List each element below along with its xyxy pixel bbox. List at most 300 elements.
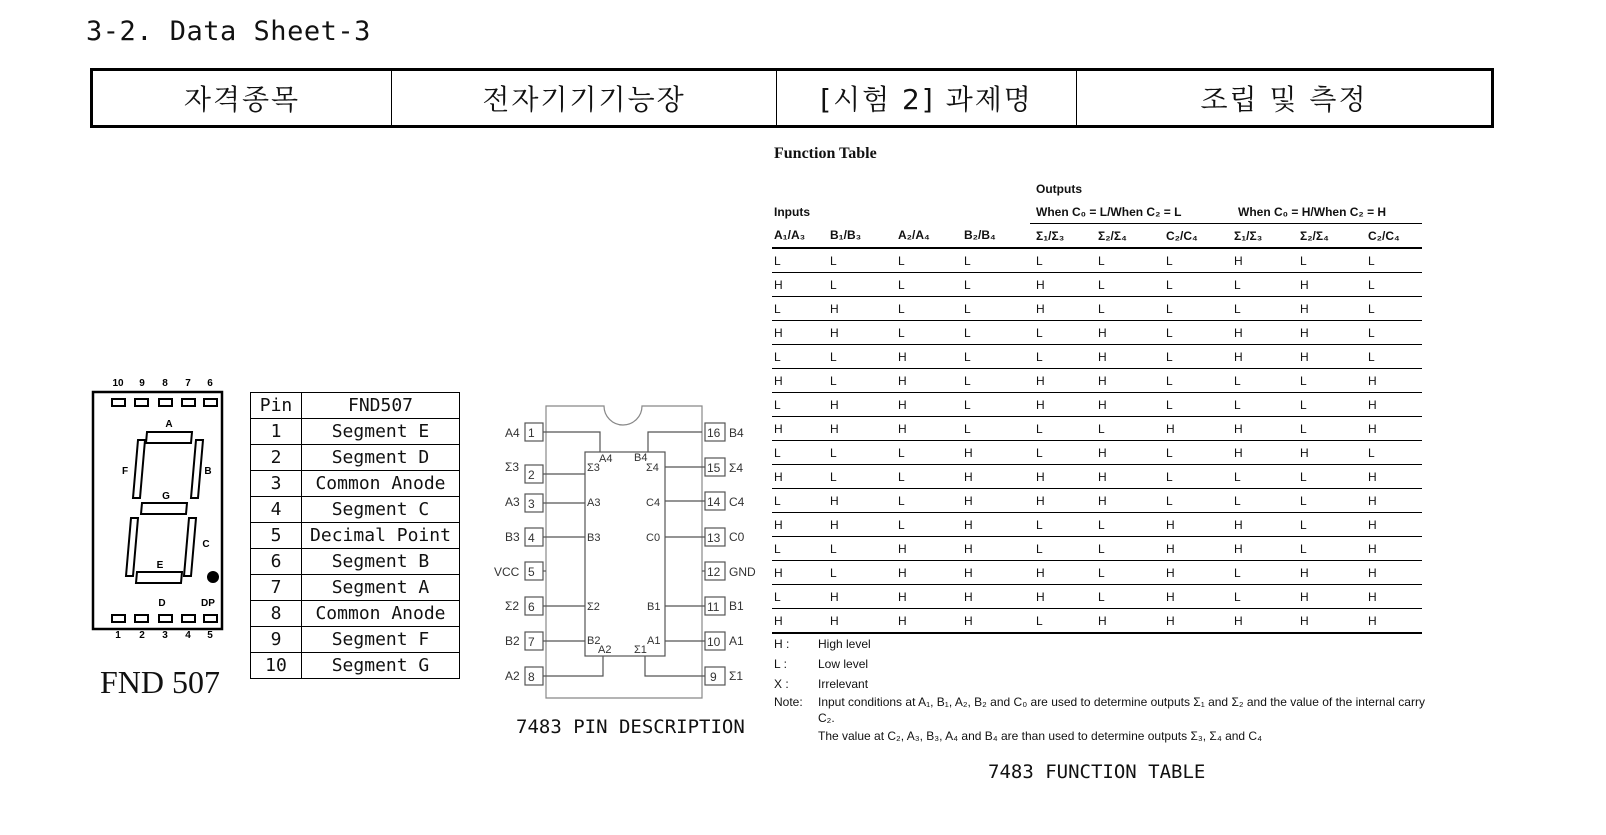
table-row <box>251 549 460 575</box>
table-cell: H <box>962 585 1030 609</box>
table-cell: L <box>1164 297 1232 321</box>
pin-number: 7 <box>251 575 302 601</box>
ic-pin-number: 11 <box>707 600 720 614</box>
ic-inner-label: B2 <box>587 635 601 647</box>
fnd-segment-a <box>146 432 192 443</box>
exam-header-table <box>90 68 1494 128</box>
table-cell: H <box>1298 585 1366 609</box>
table-row <box>772 417 1422 441</box>
table-cell: L <box>772 248 828 273</box>
table-row <box>251 419 460 445</box>
table-cell: H <box>1096 369 1164 393</box>
table-cell: H <box>828 393 896 417</box>
table-cell: L <box>962 369 1030 393</box>
ic-inner-label: B1 <box>647 601 661 613</box>
table-cell: H <box>1232 321 1298 345</box>
table-cell: L <box>1366 345 1422 369</box>
outputs-label: Outputs <box>1036 182 1082 196</box>
table-cell: L <box>1096 537 1164 561</box>
legend-value: Low level <box>818 657 869 671</box>
fnd-segment-g <box>141 503 187 514</box>
function-table-caption: 7483 FUNCTION TABLE <box>988 761 1206 783</box>
legend-item <box>774 674 871 694</box>
table-cell: H <box>896 537 962 561</box>
table-row <box>251 653 460 679</box>
fnd-top-pad <box>112 399 125 406</box>
header-label-category: 자격종목 <box>92 70 392 127</box>
table-cell: L <box>1096 417 1164 441</box>
table-cell: H <box>1298 561 1366 585</box>
legend-key: H : <box>774 637 790 651</box>
ic-package-outline <box>546 406 702 698</box>
table-cell: L <box>1232 465 1298 489</box>
column-header: C₂/C₄ <box>1164 224 1232 249</box>
pin-function: Common Anode <box>302 471 460 497</box>
table-cell: L <box>1030 248 1096 273</box>
table-cell: H <box>896 609 962 634</box>
ic-pin-name: Σ2 <box>505 599 520 613</box>
table-cell: L <box>828 248 896 273</box>
table-row <box>251 393 460 419</box>
table-cell: H <box>828 417 896 441</box>
ic-pin-name: B2 <box>505 634 520 648</box>
table-cell: L <box>1030 441 1096 465</box>
table-cell: L <box>1232 297 1298 321</box>
ic-inner-label: Σ4 <box>646 462 659 474</box>
ic-pin-number: 2 <box>528 468 535 482</box>
ic-pin-number: 5 <box>528 565 535 579</box>
table-cell: H <box>772 417 828 441</box>
table-cell: H <box>1164 609 1232 634</box>
table-row <box>251 471 460 497</box>
table-row <box>772 297 1422 321</box>
ic-pin-number: 13 <box>707 531 721 545</box>
ic-pin-number: 6 <box>528 600 535 614</box>
fnd-top-pad <box>182 399 195 406</box>
function-table-legend <box>774 634 871 694</box>
table-cell: L <box>1030 417 1096 441</box>
column-header: Σ₁/Σ₃ <box>1030 224 1096 249</box>
column-header: A₂/A₄ <box>896 224 962 249</box>
ic-pin-number: 4 <box>528 531 535 545</box>
ic7483-pin-diagram <box>490 400 768 705</box>
fnd-top-pin-label: 6 <box>207 378 213 389</box>
fnd-segment-d <box>136 572 182 583</box>
table-cell: H <box>1096 609 1164 634</box>
table-row <box>251 523 460 549</box>
table-cell: L <box>1298 417 1366 441</box>
table-cell: H <box>1096 393 1164 417</box>
pin-number: 4 <box>251 497 302 523</box>
table-cell: L <box>772 489 828 513</box>
fnd-segment-f <box>133 440 145 498</box>
table-cell: H <box>962 465 1030 489</box>
column-header: Σ₂/Σ₄ <box>1298 224 1366 249</box>
table-cell: H <box>896 393 962 417</box>
ic-pin-name: GND <box>729 565 756 579</box>
table-cell: H <box>1232 345 1298 369</box>
table-cell: L <box>896 465 962 489</box>
table-cell: L <box>828 369 896 393</box>
ic-inner-block <box>585 452 665 656</box>
ic-pin-number: 16 <box>707 426 721 440</box>
pin-number: 3 <box>251 471 302 497</box>
table-row <box>251 497 460 523</box>
table-cell: L <box>962 297 1030 321</box>
table-cell: H <box>828 585 896 609</box>
fnd-bottom-pad <box>112 615 125 622</box>
table-cell: L <box>1366 248 1422 273</box>
table-row <box>251 575 460 601</box>
column-header: A₁/A₃ <box>772 224 828 249</box>
header-value-task: 조립 및 측정 <box>1077 70 1493 127</box>
table-cell: L <box>1164 321 1232 345</box>
table-cell: H <box>1298 345 1366 369</box>
table-cell: H <box>1096 465 1164 489</box>
table-row <box>772 609 1422 634</box>
document-title: 3-2. Data Sheet-3 <box>86 16 371 47</box>
table-cell: L <box>1164 248 1232 273</box>
table-cell: H <box>1164 585 1232 609</box>
table-cell: H <box>1164 417 1232 441</box>
table-cell: L <box>962 321 1030 345</box>
table-cell: L <box>962 393 1030 417</box>
table-cell: H <box>1366 417 1422 441</box>
fnd-segment-e <box>126 518 138 576</box>
fnd-top-pad <box>204 399 217 406</box>
pin-number: 1 <box>251 419 302 445</box>
table-cell: L <box>828 441 896 465</box>
column-header: Σ₂/Σ₄ <box>1096 224 1164 249</box>
table-cell: L <box>1232 489 1298 513</box>
fnd-pin-table <box>250 392 460 679</box>
ic7483-pin-caption: 7483 PIN DESCRIPTION <box>516 716 745 738</box>
inputs-label: Inputs <box>774 204 810 219</box>
table-row <box>772 441 1422 465</box>
table-cell: H <box>828 321 896 345</box>
table-cell: L <box>1366 273 1422 297</box>
table-cell: H <box>828 609 896 634</box>
table-cell: H <box>1366 369 1422 393</box>
table-cell: L <box>1232 585 1298 609</box>
table-cell: H <box>1096 489 1164 513</box>
table-cell: L <box>772 393 828 417</box>
table-cell: L <box>962 248 1030 273</box>
ic-pin-name: A3 <box>505 495 520 509</box>
column-header: C₂/C₄ <box>1366 224 1422 249</box>
table-cell: L <box>772 585 828 609</box>
table-cell: H <box>1366 537 1422 561</box>
function-table <box>772 178 1422 634</box>
table-cell: L <box>1232 393 1298 417</box>
table-cell: H <box>1232 513 1298 537</box>
pin-number: 10 <box>251 653 302 679</box>
pin-function: Segment G <box>302 653 460 679</box>
pin-number: 9 <box>251 627 302 653</box>
fnd-decimal-point <box>207 571 219 583</box>
table-cell: L <box>962 345 1030 369</box>
fnd-bottom-pad <box>135 615 148 622</box>
table-cell: H <box>962 561 1030 585</box>
pin-number: 6 <box>251 549 302 575</box>
table-cell: L <box>1030 345 1096 369</box>
table-cell: L <box>1298 489 1366 513</box>
ic-inner-label: C0 <box>646 532 661 544</box>
note-line-2: The value at C₂, A₃, B₃, A₄ and B₄ are than used to determine outputs Σ₃, Σ₄ and C₄ <box>818 729 1262 743</box>
table-cell: L <box>1030 537 1096 561</box>
table-cell: L <box>1298 248 1366 273</box>
table-cell: L <box>772 441 828 465</box>
table-cell: H <box>772 609 828 634</box>
table-cell: L <box>1232 369 1298 393</box>
table-cell: H <box>962 441 1030 465</box>
table-cell: H <box>772 321 828 345</box>
table-cell: H <box>962 537 1030 561</box>
table-cell: H <box>1164 513 1232 537</box>
fnd-bottom-pin-label: 1 <box>115 630 121 641</box>
table-cell: H <box>962 513 1030 537</box>
table-row <box>772 513 1422 537</box>
fnd-top-pad <box>135 399 148 406</box>
table-cell: L <box>828 561 896 585</box>
pin-function: Segment C <box>302 497 460 523</box>
fnd-bottom-pin-label: 2 <box>139 630 145 641</box>
pin-number: 2 <box>251 445 302 471</box>
table-cell: H <box>1030 297 1096 321</box>
legend-item <box>774 634 871 654</box>
table-row <box>772 585 1422 609</box>
table-cell: L <box>962 417 1030 441</box>
ic-inner-label: B4 <box>634 452 648 464</box>
header-value-category: 전자기기기능장 <box>392 70 777 127</box>
table-cell: H <box>1164 537 1232 561</box>
legend-item <box>774 654 871 674</box>
column-header: B₂/B₄ <box>962 224 1030 249</box>
output-group-c0-high: When C₀ = H/When C₂ = H <box>1232 200 1422 224</box>
fnd-bottom-pad <box>204 615 217 622</box>
table-cell: H <box>828 513 896 537</box>
table-cell: L <box>1164 441 1232 465</box>
table-cell: H <box>1030 585 1096 609</box>
legend-key: L : <box>774 657 787 671</box>
ic-inner-label: A2 <box>598 644 612 656</box>
ic-pin-name: B4 <box>729 426 744 440</box>
table-cell: L <box>1366 441 1422 465</box>
table-cell: L <box>1030 513 1096 537</box>
pin-function: Segment B <box>302 549 460 575</box>
legend-value: High level <box>818 637 871 651</box>
ic-pin-name: Σ3 <box>505 460 520 474</box>
ic-pin-name: A4 <box>505 426 520 440</box>
table-cell: H <box>1030 465 1096 489</box>
table-cell: L <box>772 537 828 561</box>
ic-inner-label: A3 <box>587 497 601 509</box>
ic-pin-name: VCC <box>494 565 520 579</box>
table-cell: H <box>1232 417 1298 441</box>
table-cell: L <box>828 345 896 369</box>
table-cell: L <box>1164 369 1232 393</box>
table-cell: L <box>1232 273 1298 297</box>
fnd-seg-label-b: B <box>204 466 212 477</box>
table-cell: H <box>896 417 962 441</box>
table-cell: L <box>1366 321 1422 345</box>
ic-pin-number: 3 <box>528 497 535 511</box>
fnd-bottom-pin-label: 5 <box>207 630 213 641</box>
table-cell: H <box>1030 273 1096 297</box>
table-row <box>251 601 460 627</box>
legend-key: X : <box>774 677 789 691</box>
table-cell: H <box>1366 585 1422 609</box>
ic-inner-label: Σ3 <box>587 462 600 474</box>
table-cell: H <box>1096 345 1164 369</box>
table-cell: H <box>772 513 828 537</box>
fnd-bottom-pad <box>182 615 195 622</box>
column-header: Σ₁/Σ₃ <box>1232 224 1298 249</box>
table-header-cell: Pin <box>251 393 302 419</box>
fnd-top-pin-label: 8 <box>162 378 168 389</box>
table-row <box>772 369 1422 393</box>
table-cell: H <box>896 585 962 609</box>
table-cell: L <box>1298 393 1366 417</box>
table-row <box>251 627 460 653</box>
table-cell: L <box>1096 513 1164 537</box>
table-cell: L <box>896 297 962 321</box>
fnd-segment-b <box>191 440 203 498</box>
table-cell: H <box>772 465 828 489</box>
table-cell: H <box>1298 441 1366 465</box>
fnd-seg-label-e: E <box>156 560 164 571</box>
table-cell: H <box>828 297 896 321</box>
table-row <box>772 489 1422 513</box>
pin-function: Segment F <box>302 627 460 653</box>
note-line-1: Input conditions at A₁, B₁, A₂, B₂ and C₀ are used to determine outputs Σ₁ and Σ₂ and the value of the internal carry C₂. <box>818 695 1425 725</box>
ic-inner-label: A4 <box>599 453 613 465</box>
pin-function: Common Anode <box>302 601 460 627</box>
table-cell: H <box>962 489 1030 513</box>
fnd-top-pin-label: 7 <box>185 378 191 389</box>
fnd-top-pad <box>159 399 172 406</box>
table-cell: H <box>1366 561 1422 585</box>
table-cell: H <box>1232 537 1298 561</box>
table-cell: H <box>962 609 1030 634</box>
function-table-note <box>774 694 1434 744</box>
table-cell: L <box>828 465 896 489</box>
table-row <box>772 465 1422 489</box>
ic-inner-label: A1 <box>647 635 661 647</box>
table-cell: L <box>896 273 962 297</box>
table-cell: L <box>962 273 1030 297</box>
table-row <box>772 537 1422 561</box>
ic-pin-number: 7 <box>528 635 535 649</box>
fnd-bottom-pin-label: 4 <box>185 630 191 641</box>
table-cell: H <box>1030 561 1096 585</box>
table-header-cell: FND507 <box>302 393 460 419</box>
table-cell: H <box>1366 489 1422 513</box>
table-cell: L <box>1096 585 1164 609</box>
fnd-seg-label-g: G <box>162 491 170 502</box>
ic-pin-name: Σ1 <box>729 669 744 683</box>
table-cell: L <box>1164 393 1232 417</box>
fnd-top-pin-label: 9 <box>139 378 145 389</box>
table-cell: H <box>1030 369 1096 393</box>
table-row <box>772 178 1422 200</box>
table-cell: H <box>772 369 828 393</box>
ic-pin-name: Σ4 <box>729 461 744 475</box>
table-cell: L <box>828 537 896 561</box>
table-cell: H <box>1366 465 1422 489</box>
table-cell: H <box>1298 321 1366 345</box>
table-row <box>772 248 1422 273</box>
table-cell: L <box>772 297 828 321</box>
table-cell: L <box>828 273 896 297</box>
fnd-seg-label-a: A <box>165 419 173 430</box>
pin-function: Segment E <box>302 419 460 445</box>
ic-pin-number: 12 <box>707 565 721 579</box>
table-cell: H <box>1298 273 1366 297</box>
ic-pin-number: 8 <box>528 670 535 684</box>
ic-pin-number: 14 <box>707 495 721 509</box>
table-cell: H <box>1030 393 1096 417</box>
function-table-title: Function Table <box>774 145 877 162</box>
pin-number: 5 <box>251 523 302 549</box>
table-cell: H <box>1232 248 1298 273</box>
table-cell: L <box>896 513 962 537</box>
header-label-task: [시험 2] 과제명 <box>777 70 1077 127</box>
table-cell: L <box>1096 273 1164 297</box>
table-cell: H <box>1366 609 1422 634</box>
fnd-caption: FND 507 <box>100 664 221 700</box>
ic-pin-number: 10 <box>707 635 721 649</box>
table-cell: L <box>1096 297 1164 321</box>
table-cell: L <box>1164 345 1232 369</box>
pin-function: Segment A <box>302 575 460 601</box>
fnd-segment-c <box>184 518 196 576</box>
table-row <box>772 561 1422 585</box>
table-cell: L <box>1298 537 1366 561</box>
table-cell: L <box>1298 513 1366 537</box>
ic-pin-name: B3 <box>505 530 520 544</box>
note-key: Note: <box>774 695 803 709</box>
table-cell: H <box>896 561 962 585</box>
fnd-seg-label-f: F <box>121 466 129 477</box>
table-cell: H <box>896 345 962 369</box>
table-cell: L <box>896 321 962 345</box>
table-cell: H <box>772 273 828 297</box>
table-cell: L <box>1298 369 1366 393</box>
table-cell: H <box>1298 609 1366 634</box>
table-row <box>772 273 1422 297</box>
table-cell: H <box>1298 297 1366 321</box>
pin-function: Segment D <box>302 445 460 471</box>
table-cell: L <box>896 489 962 513</box>
table-cell: H <box>828 489 896 513</box>
table-cell: L <box>1232 561 1298 585</box>
table-cell: H <box>896 369 962 393</box>
output-group-c0-low: When C₀ = L/When C₂ = L <box>1030 200 1232 224</box>
fnd-seg-label-d: D <box>158 598 166 609</box>
ic-pin-number: 9 <box>710 670 717 684</box>
pin-function: Decimal Point <box>302 523 460 549</box>
table-cell: L <box>896 248 962 273</box>
fnd-body-outline <box>93 392 222 629</box>
table-cell: L <box>1164 465 1232 489</box>
fnd-bottom-pad <box>159 615 172 622</box>
ic-pin-number: 15 <box>707 461 721 475</box>
table-row <box>772 321 1422 345</box>
fnd507-diagram <box>90 372 250 642</box>
ic-pin-number: 1 <box>528 426 535 440</box>
table-row <box>772 200 1422 224</box>
